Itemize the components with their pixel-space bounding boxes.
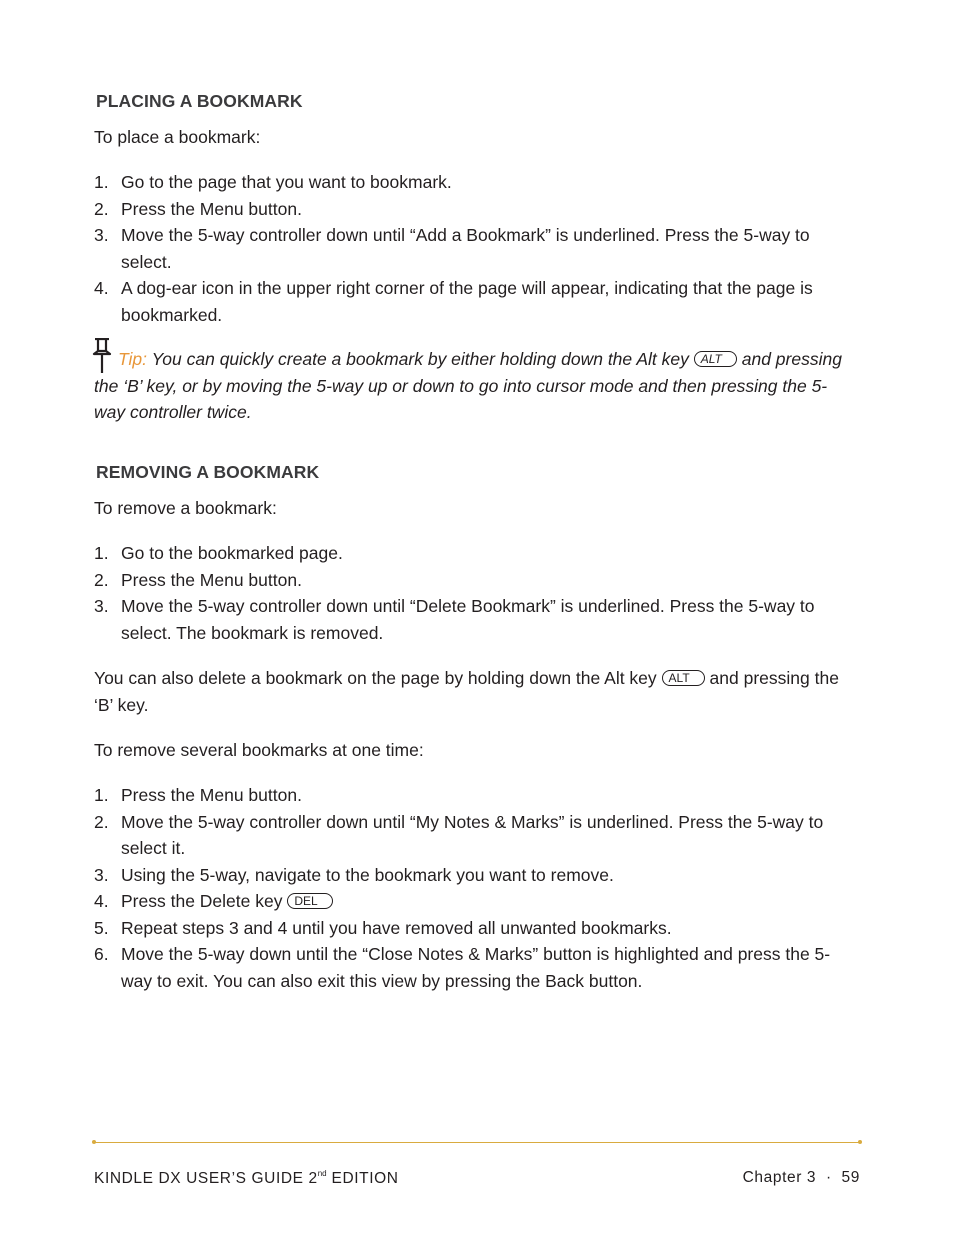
remove-several-steps-list [94,782,861,994]
section-heading-removing: REMOVING A BOOKMARK [96,462,320,482]
list-item: 4. Press the Delete key DEL [94,888,861,915]
tip-label: Tip: [118,349,148,369]
footer-book-title: KINDLE DX USER’S GUIDE 2nd EDITION [94,1169,399,1187]
list-item: 4. A dog-ear icon in the upper right corner of the page will appear, indicating that the page is bookmarked. [94,278,813,325]
list-item: 3. Move the 5-way controller down until “Add a Bookmark” is underlined. Press the 5-way to select. [94,225,810,272]
list-item: 1. Go to the page that you want to bookmark. [94,172,452,192]
page-number: 59 [841,1169,860,1186]
remove-several-intro: To remove several bookmarks at one time: [94,740,424,760]
list-item: 2. Press the Menu button. [94,569,302,590]
tip-text: You can quickly create a bookmark by either holding down the Alt key [151,349,689,369]
list-item: 5. Repeat steps 3 and 4 until you have removed all unwanted bookmarks. [94,917,672,938]
footer-page-info [743,1169,860,1187]
footer-chapter: Chapter 3 [742,1169,817,1186]
list-item: 2. Press the Menu button. [94,198,302,219]
list-item: 6. Move the 5-way down until the “Close Notes & Marks” button is highlighted and press the 5-way to exit. You can also exit this view by pressing the Back button. [94,944,831,991]
list-item: 1. Go to the bookmarked page. [94,543,343,563]
del-key-icon: DEL [287,893,332,909]
removing-intro: To remove a bookmark: [94,498,277,518]
removing-steps-list [94,540,861,646]
list-item: 3. Move the 5-way controller down until “Delete Bookmark” is underlined. Press the 5-way to select. The bookmark is removed. [94,596,815,643]
section-heading-placing: PLACING A BOOKMARK [96,91,303,111]
placing-steps-list [94,169,861,328]
alt-key-icon: ALT [662,670,705,686]
footer-separator: · [825,1169,832,1186]
alt-key-icon: ALT [694,351,737,367]
list-item: 2. Move the 5-way controller down until “My Notes & Marks” is underlined. Press the 5-way to select it. [94,811,824,858]
tip-text-continued: and pressing the ‘B’ key, or by moving the 5-way up or down to go into cursor mode and then pressing the 5-way controller twice. [94,349,842,422]
tip-note [94,346,854,426]
placing-intro: To place a bookmark: [94,127,261,147]
list-item: 3. Using the 5-way, navigate to the bookmark you want to remove. [94,864,614,885]
list-item: 1. Press the Menu button. [94,785,302,805]
alt-delete-paragraph: You can also delete a bookmark on the page by holding down the Alt key ALT and pressing the ‘B’ key. [94,668,839,715]
footer-rule-dot [858,1140,862,1144]
footer-rule [94,1142,860,1143]
